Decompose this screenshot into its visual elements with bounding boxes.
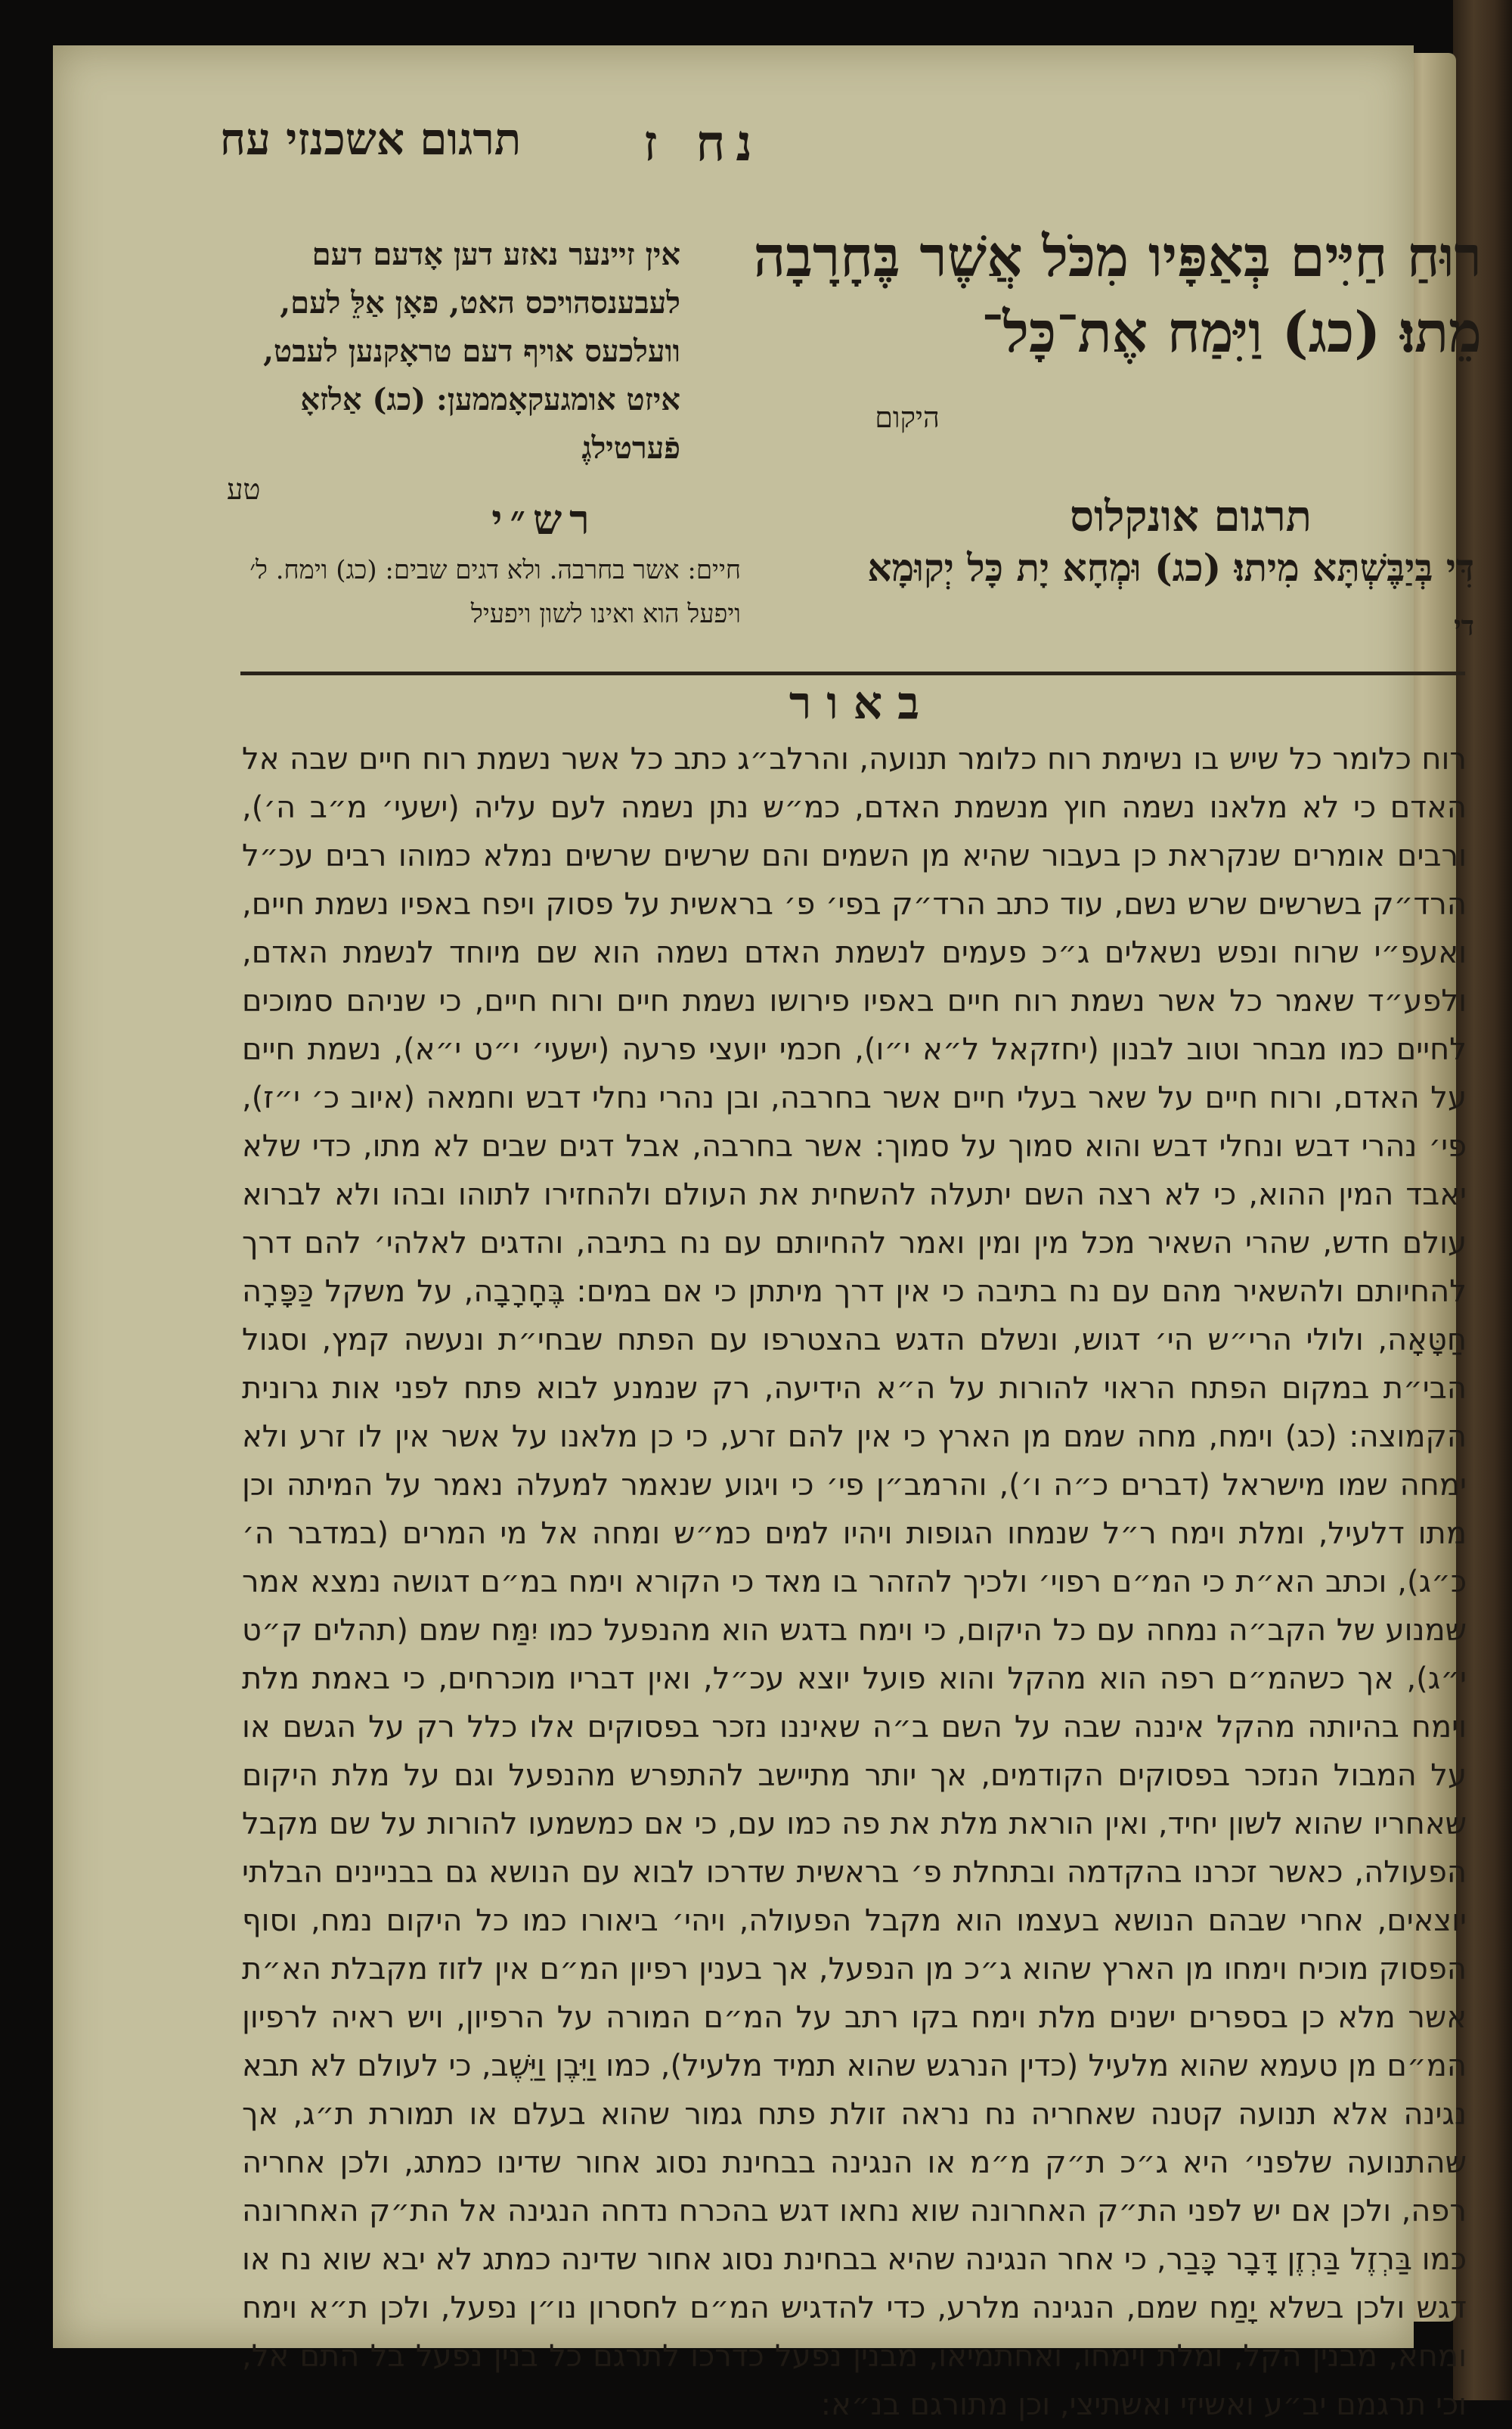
- biur-commentary: רוח כלומר כל שיש בו נשימת רוח כלומר תנועה, והרלב״ג כתב כל אשר נשמת רוח חיים שבה אל האדם כי לא מלאנו נשמה חוץ מנשמת האדם, כמ״ש נתן נשמה לעם עליה (ישעי׳ מ״ב ה׳), ורבים אומרים שנקראת כן בעבור שהיא מן השמים והם שרשים שרשים נמלא כמוהו רבים עכ״ל הרד״ק בשרשים שרש נשם, עוד כתב הרד״ק בפי׳ פ׳ בראשית על פסוק ויפח באפיו נשמת חיים, ואעפ״י שרוח ונפש נשאלים ג״כ פעמים לנשמת האדם נשמה הוא שם מיוחד לנשמת האדם, ולפע״ד שאמר כל אשר נשמת רוח חיים באפיו פירושו נשמת חיים ורוח חיים, כי שניהם סמוכים לחיים כמו מבחר וטוב לבנון (יחזקאל ל״א י״ו), חכמי יועצי פרעה (ישעי׳ י״ט י״א), נשמת חיים על האדם, ורוח חיים על שאר בעלי חיים אשר בחרבה, ובן נהרי נחלי דבש וחמאה (איוב כ׳ י״ז), פי׳ נהרי דבש ונחלי דבש והוא סמוך על סמוך: אשר בחרבה, אבל דגים שבים לא מתו, כדי שלא יאבד המין ההוא, כי לא רצה השם יתעלה להשחית את העולם ולהחזירו לתוהו ובהו ולא לברוא עולם חדש, שהרי השאיר מכל מין ומין ואמר להחיותם עם נח בתיבה, והדגים לאלהי׳ להם דרך להחיותם ולהשאיר מהם עם נח בתיבה כי אין דרך מיתתן כי אם במים: בֶּחָרָבָה, על משקל כַּפָּרָה חַטָּאָה, ולולי הרי״ש הי׳ דגוש, ונשלם הדגש בהצטרפו עם הפתח שבחי״ת ונעשה קמץ, וסגול הבי״ת במקום הפתח הראוי להורות על ה״א הידיעה, רק שנמנע לבוא פתח לפני אות גרונית הקמוצה: (כג) וימח, מחה שמם מן הארץ כי אין להם זרע, כי כן מלאנו על אשר אין לו זרע ולא ימחה שמו מישראל (דברים כ״ה ו׳), והרמב״ן פי׳ כי ויגוע שנאמר למעלה נאמר על המיתה וכן מתו דלעיל, ומלת וימח ר״ל שנמחו הגופות ויהיו למים כמ״ש ומחה אל מי המרים (במדבר ה׳ כ״ג), וכתב הא״ת כי המ״ם רפוי׳ ולכיך להזהר בו מאד כי הקורא וימח במ״ם דגושה נמצא אמר שמנוע של הקב״ה נמחה עם כל היקום, כי וימח בדגש הוא מהנפעל כמו יִמַּח שמם (תהלים ק״ט י״ג), אך כשהמ״ם רפה הוא מהקל והוא פועל יוצא עכ״ל, ואין דבריו מוכרחים, כי באמת מלת וימח בהיותה מהקל איננה שבה על השם ב״ה שאיננו נזכר בפסוקים אלו כלל רק על הגשם או על המבול הנזכר בפסוקים הקודמים, אך יותר מתיישב להתפרש מהנפעל וגם על מלת היקום שאחריו שהוא לשון יחיד, ואין הוראת מלת את פה כמו עם, כי אם כמשמעו להורות על שם מקבל הפעולה, כאשר זכרנו בהקדמה ובתחלת פ׳ בראשית שדרכו לבוא עם הנושא גם בבניינים הבלתי יוצאים, אחרי שבהם הנושא בעצמו הוא מקבל הפעולה, ויהי׳ ביאורו כמו כל היקום נמח, וסוף הפסוק מוכיח וימחו מן הארץ שהוא ג״כ מן הנפעל, אך בענין רפיון המ״ם אין לזוז מקבלת הא״ת אשר מלא כן בספרים ישנים מלת וימח בקו רתב על המ״ם המורה על הרפיון, ויש ראיה לרפיון המ״ם מן טעמא שהוא מלעיל (כדין הנרגש שהוא תמיד מלעיל), כמו וַיִּבֶן וַיֵּשֶׁב, כי לעולם לא תבא נגינה אלא תנועה קטנה שאחריה נח נראה זולת פתח גמור שהוא בעלם או תמורת ת״ג, אך שהתנועה שלפני׳ היא ג״כ ת״ק מ״מ או הנגינה בבחינת נסוג אחור שדינו כמתג, ולכן אחריה רפה, ולכן אם יש לפני הת״ק האחרונה שוא נחאו דגש בהכרח נדחה הנגינה אל הת״ק האחרונה כמו בַּרְזֶל בַּרְזֶן דָּבָר כָּבַר, כי אחר הנגינה שהיא בבחינת נסוג אחור שדינה כמתג לא יבא שוא נח או דגש ולכן בשלא יָמַח שמם, הנגינה מלרע, כדי להדגיש המ״ם לחסרון נו״ן נפעל, ולכן ת״א וימח ומחא, מבנין הקל, ומלת וימחו, ואחתמיאו, מבנין נפעל כדרכו לתרגם כל בנין נפעל בל התם אל, וכי תרגמם יב״ע ואשיזי ואשתיצי, וכן מתורגם בנ״א:: [242, 742, 1467, 2422]
- verse-text: רוּחַ חַיִּים בְּאַפָּיו מִכֹּל אֲשֶׁר בֶּחָרָבָה מֵתוּ׃ (כג) וַיִּמַח אֶת־כָּל־: [753, 225, 1482, 365]
- verse-catchword: היקום: [875, 401, 940, 434]
- onkelos-catchword: די: [1454, 610, 1474, 642]
- onkelos-text: [756, 541, 1474, 653]
- page-number: נח ז: [643, 113, 763, 172]
- onkelos-title: תרגום אונקלוס: [1070, 492, 1312, 541]
- ashkenazi-catchword: טע: [227, 473, 261, 506]
- ashkenazi-translation-text: אין זיינער נאזע דען אָדעם דעם לעבענסהויכס האט, פאָן אַלֵּ לעם, וועלכעס אויף דעם טראָקנען לעבט, איזט אומגעקאָממען: (כג) אַלזאָ פֿערטילגֶ: [263, 237, 680, 466]
- ashkenazi-translation-title: תרגום אשכנזי עח: [219, 113, 522, 165]
- onkelos-translation: דִּי בְּיַבֶּשְׁתָּא מִיתוּ׃ (כג) וּמְחָא יָת כָּל יְקוּמָא: [867, 545, 1474, 590]
- rashi-title: רש״י: [491, 495, 597, 544]
- section-divider: [240, 672, 1465, 675]
- rashi-commentary: חיים: אשר בחרבה. ולא דגים שבים: (כג) וימח. ל׳ ויפעל הוא ואינו לשון ויפעיל: [249, 555, 741, 629]
- biur-title: באור: [789, 677, 935, 730]
